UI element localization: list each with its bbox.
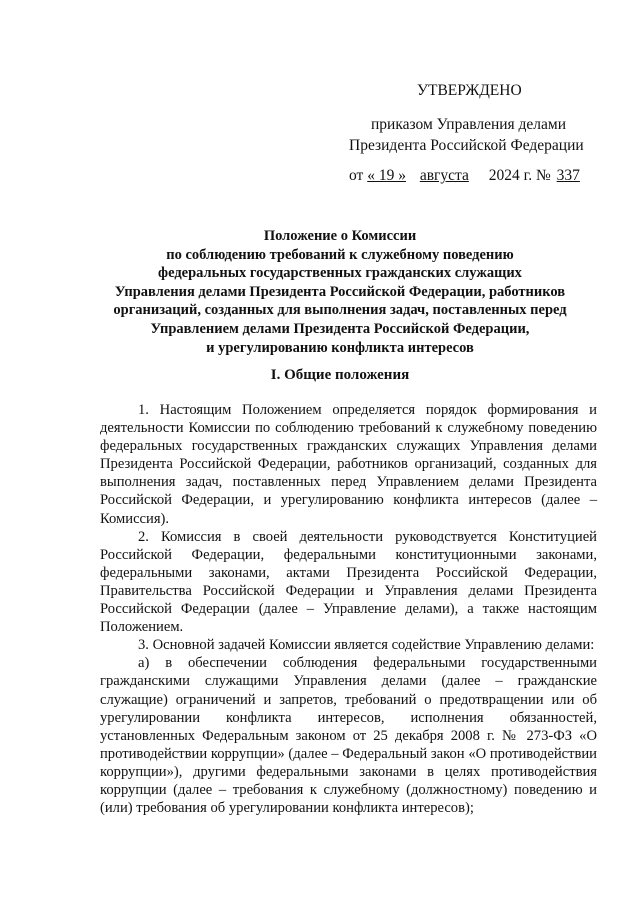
paragraph-3a: а) в обеспечении соблюдения федеральными государственными гражданскими служащими Управления делами (далее – гражданские служащие) ограничений и запретов, требований о предотвращении или об урегулировании конфликта интересов, исполнения обязанностей, установленных Федеральным законом от 25 декабря 2008 г. № 273-ФЗ «О противодействии коррупции» (далее – Федеральный закон «О противодействии коррупции»), другими федеральными законами в целях противодействия коррупции (далее – требования к служебному (должностному) поведению и (или) требования об урегулировании конфликта интересов); xyxy=(100,655,597,817)
title-line: Управления делами Президента Российской Федерации, работников xyxy=(114,283,566,300)
approval-block xyxy=(349,80,609,186)
paragraph-3: 3. Основной задачей Комиссии является содействие Управлению делами: xyxy=(138,637,595,654)
order-year: 2024 г. xyxy=(488,167,533,184)
title-line: по соблюдению требований к служебному поведению xyxy=(166,246,514,263)
order-number: 337 xyxy=(556,167,580,184)
paragraph-2: 2. Комиссия в своей деятельности руководствуется Конституцией Российской Федерации, федеральными конституционными законами, федеральными законами, актами Президента Российской Федерации, Правительства Российской Федерации и Управления делами Президента Российской Федерации (далее – Управление делами), а также настоящим Положением. xyxy=(100,528,597,636)
body-text xyxy=(100,401,597,817)
order-day: « 19 » xyxy=(367,167,406,184)
order-line-2: Президента Российской Федерации xyxy=(349,137,584,154)
order-month: августа xyxy=(419,167,469,184)
title-line: и урегулированию конфликта интересов xyxy=(206,339,474,356)
paragraph-1: 1. Настоящим Положением определяется порядок формирования и деятельности Комиссии по соблюдению требований к служебному поведению федеральных государственных гражданских служащих Управления делами Президента Российской Федерации, работников организаций, созданных для выполнения задач, поставленных перед Управлением делами Президента Российской Федерации, и урегулированию конфликта интересов (далее – Комиссия). xyxy=(100,402,597,527)
approved-label: УТВЕРЖДЕНО xyxy=(417,82,522,99)
title-line: Положение о Комиссии xyxy=(263,228,417,244)
title-line: Управлением делами Президента Российской Федерации, xyxy=(150,320,530,337)
section-heading: I. Общие положения xyxy=(270,367,410,383)
number-prefix: № xyxy=(535,167,551,184)
order-date-line xyxy=(349,165,609,186)
document-title xyxy=(70,227,610,357)
order-line-1: приказом Управления делами xyxy=(371,116,567,133)
title-line: федеральных государственных гражданских служащих xyxy=(158,265,522,282)
title-line: организаций, созданных для выполнения задач, поставленных перед xyxy=(113,302,567,319)
date-prefix: от xyxy=(349,167,364,184)
